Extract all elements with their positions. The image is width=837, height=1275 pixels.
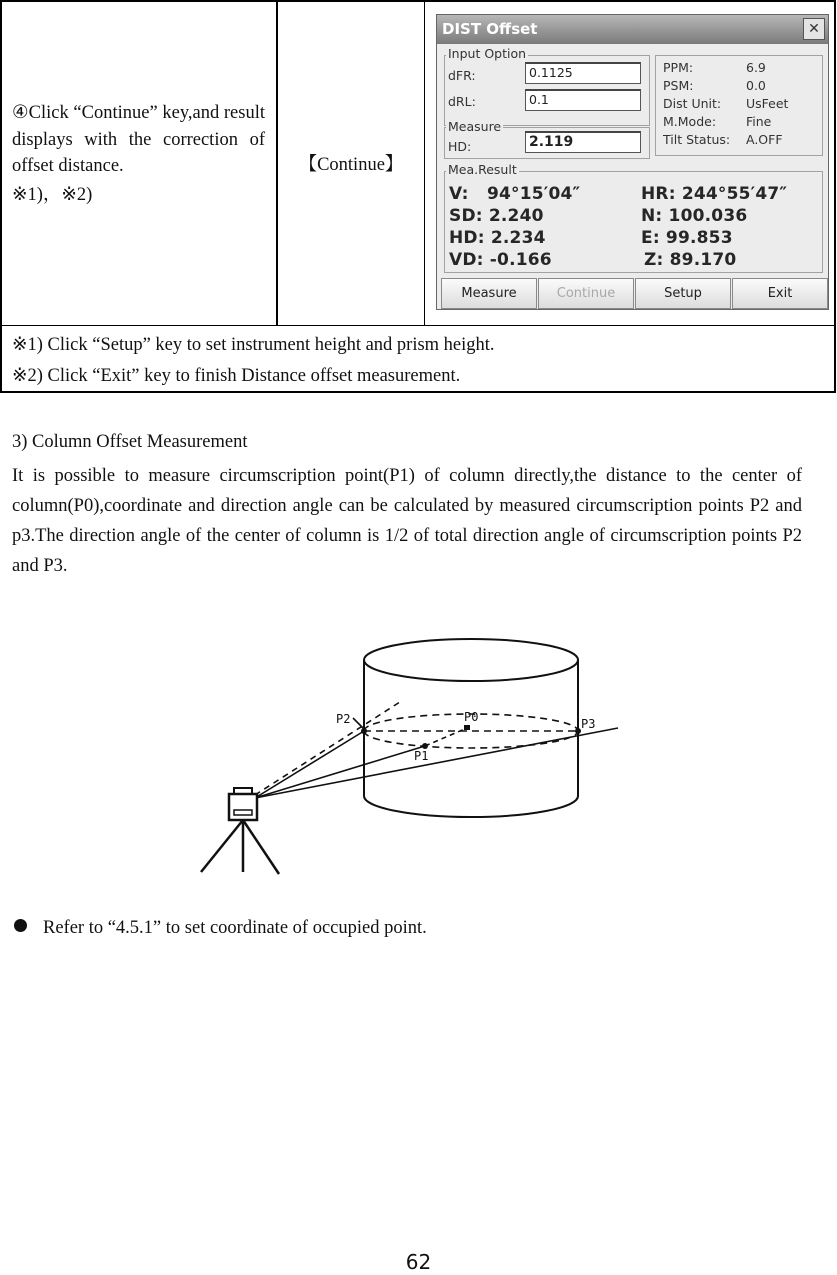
bullet-text: Refer to “4.5.1” to set coordinate of occupied point.	[43, 918, 427, 938]
measure-hd-label: HD:	[448, 139, 472, 154]
measure-hd-value: 2.119	[525, 131, 641, 153]
result-hr: HR: 244°55′47″	[641, 184, 788, 204]
measure-legend: Measure	[448, 119, 502, 134]
label-p0: P0	[464, 710, 479, 724]
note-setup: ※1) Click “Setup” key to set instrument height and prism height.	[12, 335, 495, 355]
setup-button[interactable]: Setup	[635, 278, 731, 309]
bullet-item	[12, 918, 427, 939]
sight-line-p2-dashed	[255, 700, 403, 795]
result-vd: VD: -0.166	[449, 250, 552, 270]
softkey-bar	[441, 278, 824, 309]
sight-line-p3	[255, 728, 618, 798]
result-sd: SD: 2.240	[449, 206, 544, 226]
point-p2	[361, 728, 367, 734]
step-description	[12, 100, 265, 208]
table-col-divider-2	[424, 0, 425, 326]
tilt-status-label: Tilt Status:	[663, 132, 731, 147]
close-icon[interactable]: ✕	[803, 18, 825, 40]
continue-button[interactable]: Continue	[538, 278, 634, 309]
dist-unit-value: UsFeet	[746, 96, 789, 111]
result-z: Z: 89.170	[644, 250, 737, 270]
table-border-top	[0, 0, 836, 2]
p2-leader	[353, 718, 364, 729]
table-border-right	[834, 0, 836, 393]
step-text: ④Click “Continue” key,and result displays with the correction of offset distance.	[12, 103, 265, 176]
section-title: 3) Column Offset Measurement	[12, 432, 248, 452]
step-notes: ※1)，※2)	[12, 184, 93, 205]
label-p2: P2	[336, 712, 351, 726]
drl-label: dRL:	[448, 94, 476, 109]
bullet-icon	[14, 919, 27, 932]
dist-offset-screen	[436, 14, 829, 310]
measure-button[interactable]: Measure	[441, 278, 537, 309]
table-row-divider	[0, 325, 836, 326]
table-border-bottom	[0, 391, 836, 393]
result-v: V: 94°15′04″	[449, 184, 581, 204]
window-title: DIST Offset	[442, 20, 538, 38]
dfr-label: dFR:	[448, 68, 476, 83]
ppm-label: PPM:	[663, 60, 694, 75]
mea-result-legend: Mea.Result	[448, 162, 517, 177]
column-offset-figure	[133, 600, 730, 903]
m-mode-label: M.Mode:	[663, 114, 717, 129]
point-p0	[464, 725, 470, 730]
result-hd: HD: 2.234	[449, 228, 546, 248]
sight-line-p1	[255, 746, 425, 798]
note-exit: ※2) Click “Exit” key to finish Distance offset measurement.	[12, 366, 461, 386]
result-e: E: 99.853	[641, 228, 733, 248]
result-n: N: 100.036	[641, 206, 748, 226]
psm-value: 0.0	[746, 78, 766, 93]
column-top-ellipse	[364, 639, 578, 681]
circ-ellipse-front	[364, 731, 578, 748]
step-table	[0, 0, 836, 392]
p1-p0-line	[425, 728, 467, 746]
key-label: 【Continue】	[298, 155, 404, 175]
dist-unit-label: Dist Unit:	[663, 96, 722, 111]
column-bottom-arc	[364, 796, 578, 817]
label-p1: P1	[414, 749, 429, 763]
title-bar	[437, 15, 828, 44]
total-station-icon	[201, 788, 279, 874]
label-p3: P3	[581, 717, 596, 731]
drl-input[interactable]: 0.1	[525, 89, 641, 111]
input-option-legend: Input Option	[448, 46, 527, 61]
tilt-status-value: A.OFF	[746, 132, 783, 147]
dfr-input[interactable]: 0.1125	[525, 62, 641, 84]
section-paragraph: It is possible to measure circumscription point(P1) of column directly,the distance to the center of column(P0),coordinate and direction angle can be calculated by measured circumscription points P2 and p3.The direction angle of the center of column is 1/2 of total direction angle of circumscription points P2 and P3.	[12, 466, 802, 576]
page-number: 62	[405, 1250, 432, 1274]
table-border-left	[0, 0, 2, 393]
m-mode-value: Fine	[746, 114, 772, 129]
ppm-value: 6.9	[746, 60, 766, 75]
psm-label: PSM:	[663, 78, 694, 93]
exit-button[interactable]: Exit	[732, 278, 828, 309]
